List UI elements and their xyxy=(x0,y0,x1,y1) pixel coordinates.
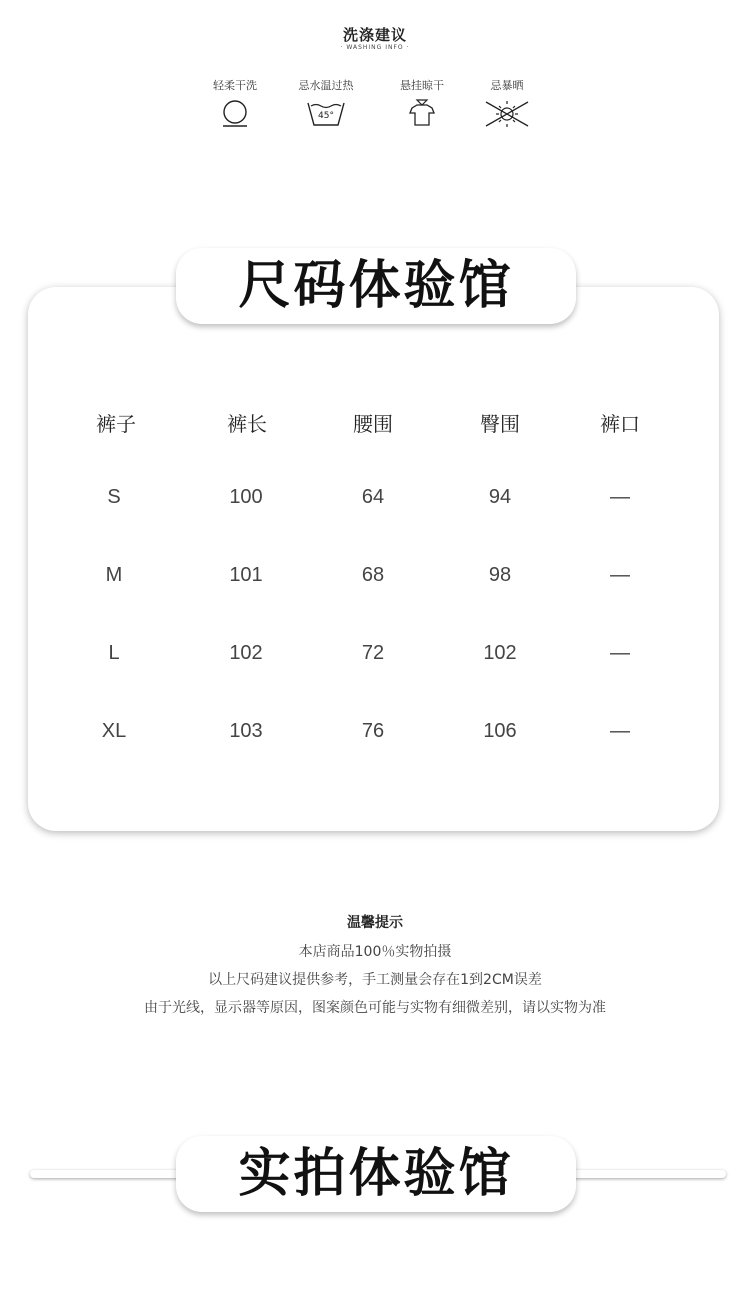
size-banner xyxy=(176,248,576,324)
table-cell: 101 xyxy=(229,564,263,586)
table-cell: 102 xyxy=(229,642,263,664)
table-header: 裤口 xyxy=(600,412,640,436)
wash-label: 忌水温过热 xyxy=(298,79,354,92)
table-cell: — xyxy=(610,486,630,508)
table-cell: 64 xyxy=(361,486,385,508)
table-cell: — xyxy=(610,720,630,742)
table-cell: 68 xyxy=(361,564,385,586)
tip-line: 以上尺码建议提供参考，手工测量会存在1到2CM误差 xyxy=(208,972,542,988)
wash-item-no-sun xyxy=(462,78,552,130)
table-header: 裤长 xyxy=(227,412,267,436)
table-header: 臀围 xyxy=(480,412,520,436)
washing-title: 洗涤建议 xyxy=(342,26,407,44)
tip-line: 由于光线，显示器等原因，图案颜色可能与实物有细微差别，请以实物为准 xyxy=(144,1000,606,1016)
table-cell: 102 xyxy=(483,642,517,664)
hang-dry-icon xyxy=(407,98,437,128)
wash-item-dry-clean xyxy=(190,78,280,128)
table-cell: M xyxy=(105,564,123,586)
size-card xyxy=(28,287,719,831)
table-cell: 106 xyxy=(483,720,517,742)
tip-line: 本店商品100％实物拍摄 xyxy=(298,944,452,960)
table-cell: XL xyxy=(101,720,127,742)
table-cell: — xyxy=(610,642,630,664)
table-header: 腰围 xyxy=(353,412,393,436)
table-cell: 94 xyxy=(488,486,512,508)
table-cell: 100 xyxy=(229,486,263,508)
table-cell: S xyxy=(107,486,121,508)
wash-label: 悬挂晾干 xyxy=(400,79,444,92)
washing-subtitle: · WASHING INFO · xyxy=(340,44,410,51)
table-cell: 72 xyxy=(361,642,385,664)
no-sun-icon xyxy=(484,98,530,130)
tips-title: 温馨提示 xyxy=(347,915,403,931)
table-cell: 76 xyxy=(361,720,385,742)
wash-label: 忌暴晒 xyxy=(490,79,524,92)
dry-clean-icon xyxy=(220,98,250,128)
size-banner-title: 尺码体验馆 xyxy=(238,256,514,316)
table-cell: — xyxy=(610,564,630,586)
table-cell: L xyxy=(108,642,120,664)
table-cell: 98 xyxy=(488,564,512,586)
table-header: 裤子 xyxy=(96,412,136,436)
photo-banner xyxy=(176,1136,576,1212)
wash-item-hang-dry xyxy=(377,78,467,128)
photo-banner-title: 实拍体验馆 xyxy=(238,1144,514,1204)
table-cell: 103 xyxy=(229,720,263,742)
wash-temp-text: 45° xyxy=(318,111,334,121)
wash-item-water-temp xyxy=(281,78,371,128)
wash-label: 轻柔干洗 xyxy=(213,79,257,92)
